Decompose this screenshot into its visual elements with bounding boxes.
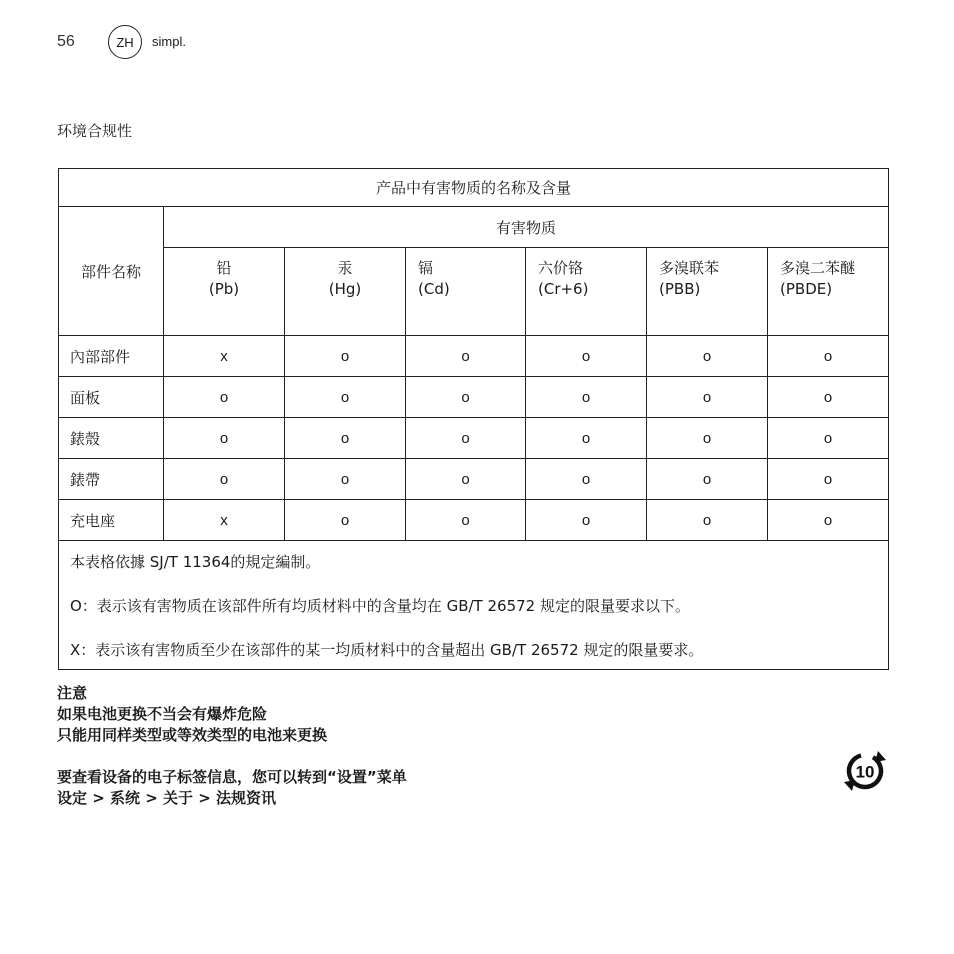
table-cell: o xyxy=(406,500,526,541)
table-cell: o xyxy=(164,459,285,500)
table-cell: o xyxy=(647,459,768,500)
substance-group-header: 有害物质 xyxy=(164,207,889,248)
section-title: 环境合规性 xyxy=(57,122,133,140)
table-cell: x xyxy=(164,500,285,541)
settings-path: 设定 > 系统 > 关于 > 法规资讯 xyxy=(57,789,277,807)
table-cell: o xyxy=(526,418,647,459)
settings-info-block xyxy=(57,767,407,809)
table-cell: o xyxy=(285,377,406,418)
table-caption: 产品中有害物质的名称及含量 xyxy=(59,169,889,207)
table-cell: o xyxy=(647,336,768,377)
caution-line: 如果电池更换不当会有爆炸危险 xyxy=(57,705,268,723)
part-name: 充电座 xyxy=(59,500,164,541)
table-cell: o xyxy=(406,418,526,459)
substance-name: 六价铬 xyxy=(538,259,584,277)
substance-header xyxy=(406,248,526,336)
table-cell: o xyxy=(285,459,406,500)
table-cell: o xyxy=(406,377,526,418)
substance-name: 镉 xyxy=(418,259,434,277)
table-cell: o xyxy=(647,500,768,541)
settings-info-line: 要查看设备的电子标签信息，您可以转到“设置”菜单 xyxy=(57,768,407,786)
caution-line: 只能用同样类型或等效类型的电池来更换 xyxy=(57,726,328,744)
table-cell: o xyxy=(647,418,768,459)
page-number: 56 xyxy=(57,33,75,50)
substance-header xyxy=(768,248,889,336)
table-cell: o xyxy=(285,336,406,377)
table-cell: o xyxy=(647,377,768,418)
table-notes-row xyxy=(59,541,889,670)
substance-header xyxy=(647,248,768,336)
part-name: 錶殼 xyxy=(59,418,164,459)
table-cell: o xyxy=(768,377,889,418)
substance-symbol: (Hg) xyxy=(328,280,362,298)
table-row xyxy=(59,377,889,418)
note-x-definition: X：表示该有害物质至少在该部件的某一均质材料中的含量超出 GB/T 26572 规定的限量要求。 xyxy=(70,641,704,659)
caution-title: 注意 xyxy=(57,684,88,702)
table-cell: o xyxy=(768,418,889,459)
table-row xyxy=(59,418,889,459)
substance-symbol: (Cd) xyxy=(418,280,450,298)
substance-name: 多溴联苯 xyxy=(659,259,720,277)
parts-header: 部件名称 xyxy=(59,207,164,336)
table-caption-row xyxy=(59,169,889,207)
table-cell: o xyxy=(526,500,647,541)
table-cell: o xyxy=(406,459,526,500)
table-cell: o xyxy=(526,336,647,377)
substance-name: 汞 xyxy=(337,259,353,277)
table-cell: x xyxy=(164,336,285,377)
table-notes xyxy=(59,541,889,670)
substance-header xyxy=(164,248,285,336)
table-cell: o xyxy=(768,336,889,377)
substance-header xyxy=(526,248,647,336)
language-label: simpl. xyxy=(152,34,186,49)
substance-header-row xyxy=(59,248,889,336)
table-cell: o xyxy=(526,459,647,500)
table-row xyxy=(59,459,889,500)
substance-name: 铅 xyxy=(216,259,232,277)
table-cell: o xyxy=(768,459,889,500)
note-o-definition: O：表示该有害物质在该部件所有均质材料中的含量均在 GB/T 26572 规定的限量要求以下。 xyxy=(70,597,690,615)
note-standard: 本表格依據 SJ/T 11364的規定編制。 xyxy=(70,553,321,571)
table-cell: o xyxy=(768,500,889,541)
hazardous-substances-table xyxy=(58,168,888,670)
language-code: ZH xyxy=(116,34,134,50)
table-cell: o xyxy=(526,377,647,418)
environment-friendly-use-period-icon xyxy=(842,748,888,794)
substance-symbol: (Pb) xyxy=(208,280,240,298)
table-cell: o xyxy=(406,336,526,377)
part-name: 內部部件 xyxy=(59,336,164,377)
table-cell: o xyxy=(164,377,285,418)
table-cell: o xyxy=(164,418,285,459)
epup-number: 10 xyxy=(855,762,875,782)
table-cell: o xyxy=(285,418,406,459)
substance-symbol: (Cr+6) xyxy=(538,280,589,298)
substance-symbol: (PBDE) xyxy=(780,280,833,298)
part-name: 錶帶 xyxy=(59,459,164,500)
table-row xyxy=(59,336,889,377)
caution-block xyxy=(57,683,327,746)
substance-name: 多溴二苯醚 xyxy=(780,259,856,277)
substance-header xyxy=(285,248,406,336)
language-badge xyxy=(108,25,142,59)
part-name: 面板 xyxy=(59,377,164,418)
table-row xyxy=(59,500,889,541)
table-cell: o xyxy=(285,500,406,541)
substance-symbol: (PBB) xyxy=(659,280,701,298)
table-group-row xyxy=(59,207,889,248)
